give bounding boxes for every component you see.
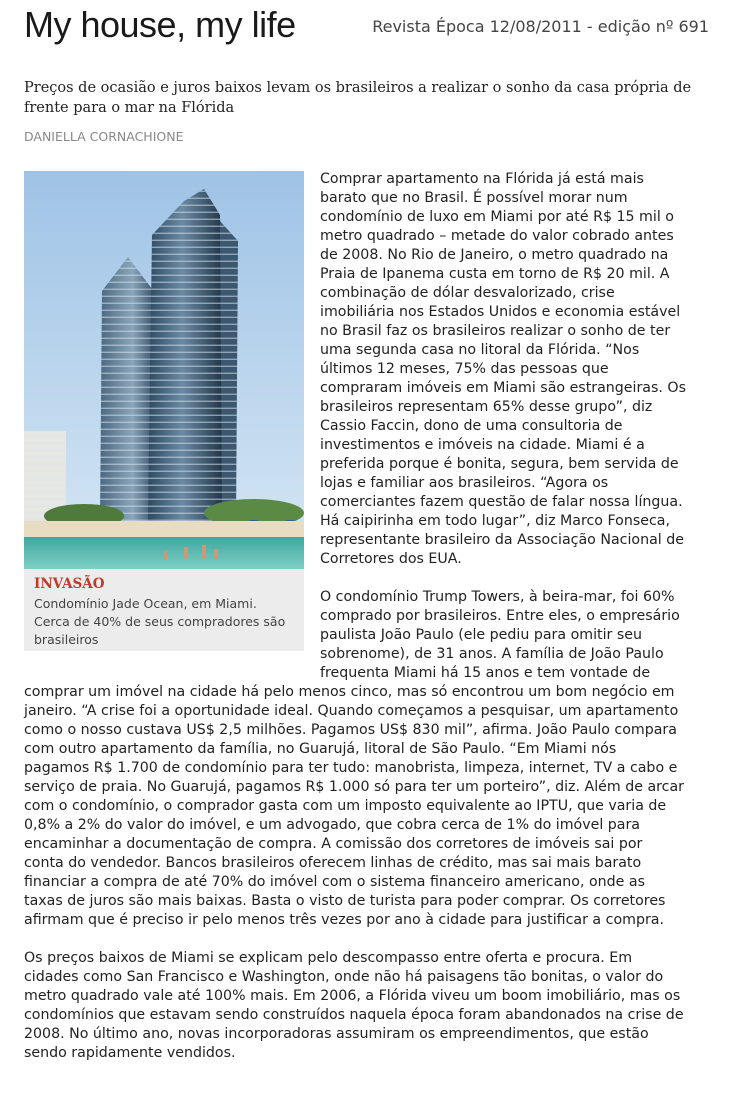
article-paragraph: Comprar apartamento na Flórida já está mais barato que no Brasil. É possível morar num condomínio de luxo em Miami por até R$ 15 mil o metro quadrado – metade do valor cobrado antes de 2008. No Rio de Janeiro, o metro quadrado na Praia de Ipanema custa em torno de R$ 20 mil. A combinação de dólar desvalorizado, crise imobiliária nos Estados Unidos e economia estável no Brasil faz os brasileiros realizar o sonho de ter uma segunda casa no litoral da Flórida. “Nos últimos 12 meses, 75% das pessoas que compraram imóveis em Miami são estrangeiras. Os brasileiros representam 65% desse grupo”, diz Cassio Faccin, dono de uma consultoria de investimentos e imóveis na cidade. Miami é a preferida porque é bonita, segura, bem servida de lojas e familiar aos brasileiros. “Agora os comerciantes fazem questão de falar nossa língua. Há caipirinha em todo lugar”, diz Marco Fonseca, representante brasileiro da Associação Nacional de Corretores dos EUA. [320, 171, 686, 567]
caption-tag: INVASÃO [34, 576, 105, 592]
article-paragraph: O condomínio Trump Towers, à beira-mar, foi 60% comprado por brasileiros. Entre eles, o empresário paulista João Paulo (ele pediu para omitir seu sobrenome), de 31 anos. A família de João Paulo frequenta Miami há 15 anos e tem vontade de comprar um imóvel na cidade há pelo menos cinco, mas só encontrou um bom negócio em janeiro. “A crise foi a oportunidade ideal. Quando começamos a pesquisar, um apartamento como o nosso custava US$ 2,5 milhões. Pagamos US$ 830 mil”, afirma. João Paulo compara com outro apartamento da família, no Guarujá, litoral de São Paulo. “Em Miami nós pagamos R$ 1.700 de condomínio para ter tudo: manobrista, limpeza, internet, TV a cabo e serviço de praia. No Guarujá, pagamos R$ 1.000 só para ter um porteiro”, diz. Além de arcar com o condomínio, o comprador gasta com um imposto equivalente ao IPTU, que varia de 0,8% a 2% do valor do imóvel, e um advogado, que cobra cerca de 1% do imóvel para encaminhar a documentação de compra. A comissão dos corretores de imóveis sai por conta do vendedor. Bancos brasileiros oferecem linhas de crédito, mas sai mais barato financiar a compra de até 70% do imóvel com o sistema financeiro americano, onde as taxas de juros são mais baixas. Basta o visto de turista para poder comprar. Os corretores afirmam que é preciso ir pelo menos três vezes por ano à cidade para justificar a compra. [24, 589, 684, 928]
byline: DANIELLA CORNACHIONE [24, 129, 184, 144]
headline: My house, my life [24, 4, 296, 45]
article-body [24, 170, 686, 1082]
source-info: Revista Época 12/08/2011 - edição nº 691 [372, 17, 709, 36]
photo-spacer [24, 170, 320, 676]
article-paragraph: Os preços baixos de Miami se explicam pelo descompasso entre oferta e procura. Em cidades como San Francisco e Washington, onde não há paisagens tão bonitas, o valor do metro quadrado vale até 100% mais. Em 2006, a Flórida viveu um boom imobiliário, mas os condomínios que estavam sendo construídos naquela época foram abandonados na crise de 2008. No último ano, novas incorporadoras assumiram os empreendimentos, que estão sendo rapidamente vendidos. [24, 950, 684, 1061]
article-dek: Preços de ocasião e juros baixos levam os brasileiros a realizar o sonho da casa própria de frente para o mar na Flórida [24, 80, 692, 116]
photo-caption: Condomínio Jade Ocean, em Miami. Cerca de 40% de seus compradores são brasileiros [34, 596, 286, 647]
